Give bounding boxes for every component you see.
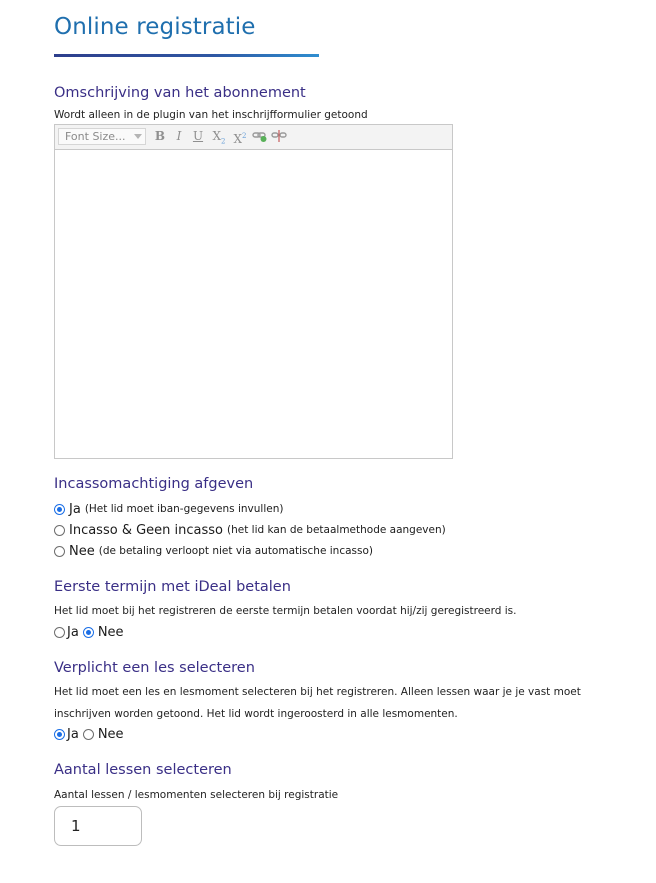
lesson-count-input[interactable]: 1 bbox=[54, 806, 142, 846]
link-icon-graphic bbox=[252, 129, 268, 143]
incasso-note-nee: (de betaling verloopt niet via automatische incasso) bbox=[98, 545, 373, 557]
subscript-glyph: X bbox=[212, 129, 222, 143]
ideal-radio-group bbox=[54, 624, 124, 640]
description-help: Wordt alleen in de plugin van het inschrijfformulier getoond bbox=[54, 109, 368, 121]
ideal-radio-nee[interactable] bbox=[83, 627, 94, 638]
lesson-help-line2: inschrijven worden getoond. Het lid wordt ingeroosterd in alle lesmomenten. bbox=[54, 708, 458, 720]
lesson-help-line1: Het lid moet een les en lesmoment selecteren bij het registreren. Alleen lessen waar je je vast moet bbox=[54, 686, 581, 698]
unlink-icon-graphic bbox=[271, 129, 287, 143]
font-size-label: Font Size... bbox=[65, 130, 126, 143]
incasso-note-both: (het lid kan de betaalmethode aangeven) bbox=[227, 524, 446, 536]
italic-icon[interactable]: I bbox=[176, 129, 182, 143]
incasso-radio-both[interactable] bbox=[54, 525, 65, 536]
lesson-radio-ja[interactable] bbox=[54, 729, 65, 740]
link-icon[interactable] bbox=[252, 129, 268, 144]
editor-toolbar bbox=[55, 125, 452, 150]
rich-text-editor bbox=[54, 124, 453, 459]
incasso-heading: Incassomachtiging afgeven bbox=[54, 476, 254, 492]
lesson-radio-group bbox=[54, 726, 124, 742]
incasso-radio-nee[interactable] bbox=[54, 546, 65, 557]
incasso-label-nee: Nee bbox=[69, 543, 95, 559]
ideal-heading: Eerste termijn met iDeal betalen bbox=[54, 579, 291, 595]
incasso-label-ja: Ja bbox=[69, 501, 81, 517]
superscript-glyph: X bbox=[233, 132, 243, 146]
editor-content-area[interactable] bbox=[55, 150, 452, 458]
bold-icon[interactable]: B bbox=[154, 129, 166, 143]
ideal-radio-ja[interactable] bbox=[54, 627, 65, 638]
superscript-icon[interactable] bbox=[232, 129, 248, 144]
description-heading: Omschrijving van het abonnement bbox=[54, 85, 306, 101]
unlink-icon[interactable] bbox=[271, 129, 287, 144]
incasso-label-both: Incasso & Geen incasso bbox=[69, 522, 223, 538]
subscript-mark: 2 bbox=[221, 137, 226, 146]
lesson-label-nee: Nee bbox=[97, 726, 124, 742]
ideal-label-ja: Ja bbox=[67, 624, 79, 640]
lesson-heading: Verplicht een les selecteren bbox=[54, 660, 255, 676]
incasso-option-nee[interactable] bbox=[54, 543, 373, 559]
count-help: Aantal lessen / lesmomenten selecteren bij registratie bbox=[54, 789, 339, 801]
incasso-note-ja: (Het lid moet iban-gegevens invullen) bbox=[84, 503, 284, 515]
ideal-help: Het lid moet bij het registreren de eerste termijn betalen voordat hij/zij geregistreerd is. bbox=[54, 605, 517, 617]
superscript-mark: 2 bbox=[242, 132, 247, 140]
chevron-down-icon bbox=[134, 134, 142, 139]
page-title: Online registratie bbox=[54, 14, 256, 40]
title-underline bbox=[54, 54, 319, 57]
font-size-select[interactable] bbox=[58, 128, 146, 145]
lesson-radio-nee[interactable] bbox=[83, 729, 94, 740]
subscript-icon[interactable] bbox=[211, 129, 227, 144]
incasso-option-both[interactable] bbox=[54, 522, 446, 538]
ideal-label-nee: Nee bbox=[97, 624, 124, 640]
incasso-radio-ja[interactable] bbox=[54, 504, 65, 515]
incasso-option-ja[interactable] bbox=[54, 501, 283, 517]
lesson-label-ja: Ja bbox=[67, 726, 79, 742]
count-heading: Aantal lessen selecteren bbox=[54, 762, 232, 778]
underline-icon[interactable]: U bbox=[192, 129, 204, 143]
